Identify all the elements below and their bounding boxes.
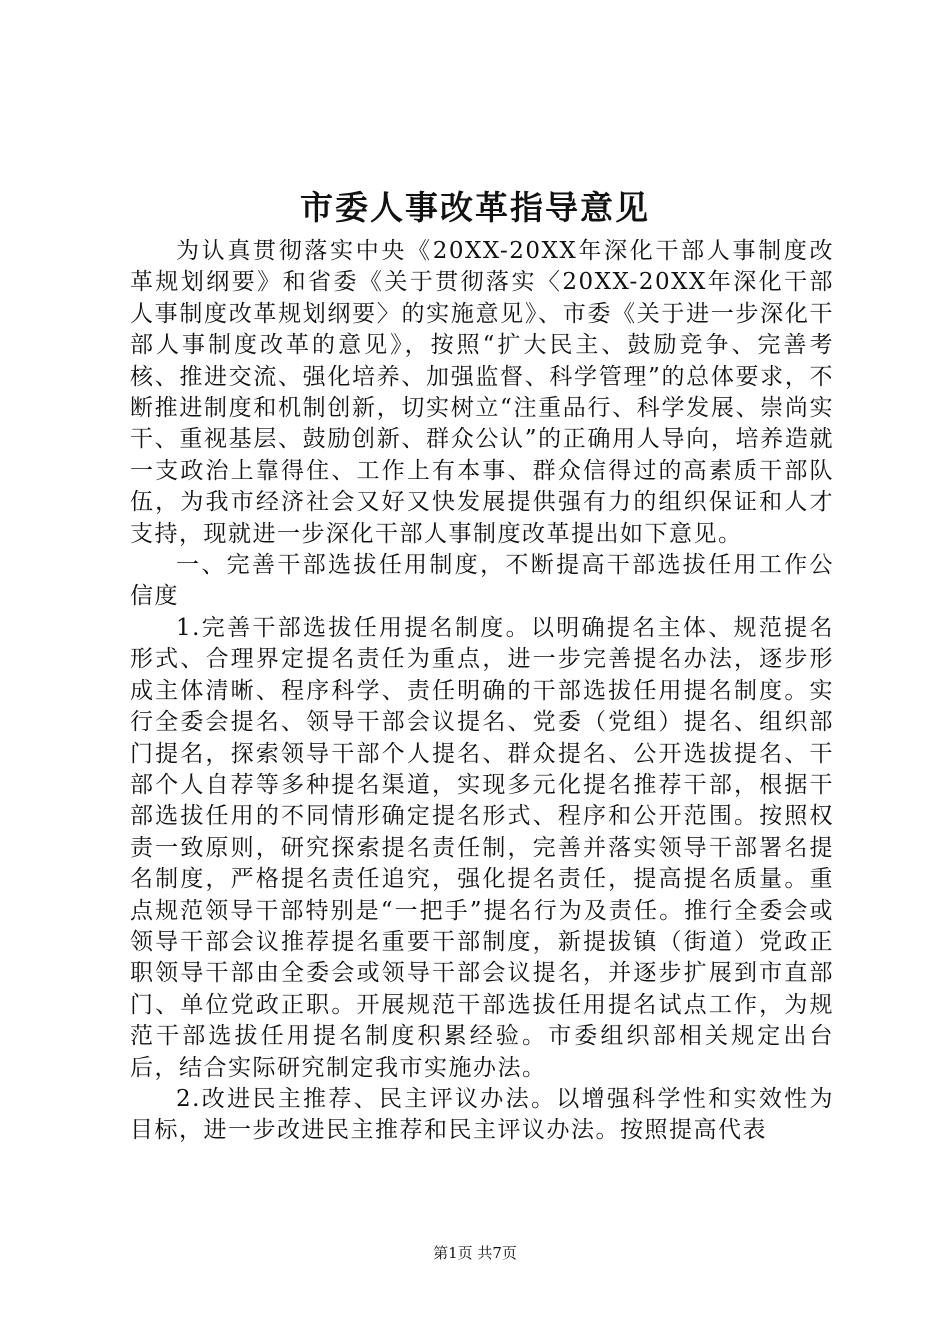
document-title: 市委人事改革指导意见 (300, 188, 650, 227)
paragraph-item-2: 2.改进民主推荐、民主评议办法。以增强科学性和实效性为目标，进一步改进民主推荐和民主评议办法。按照提高代表 (130, 1085, 834, 1144)
intro-paragraph: 为认真贯彻落实中央《20XX-20XX年深化干部人事制度改革规划纲要》和省委《关于贯彻落实〈20XX-20XX年深化干部人事制度改革规划纲要〉的实施意见》、市委《关于进一步深化干部人事制度改革的意见》，按照“扩大民主、鼓励竞争、完善考核、推进交流、强化培养、加强监督、科学管理”的总体要求，不断推进制度和机制创新，切实树立“注重品行、科学发展、崇尚实干、重视基层、鼓励创新、群众公认”的正确用人导向，培养造就一支政治上靠得住、工作上有本事、群众信得过的高素质干部队伍，为我市经济社会又好又快发展提供强有力的组织保证和人才支持，现就进一步深化干部人事制度改革提出如下意见。 (130, 238, 834, 547)
section-heading-1: 一、完善干部选拔任用制度，不断提高干部选拔任用工作公信度 (130, 552, 834, 610)
page-number-footer: 第1页 共7页 (433, 1244, 517, 1262)
document-body (130, 236, 834, 1147)
paragraph-item-1: 1.完善干部选拔任用提名制度。以明确提名主体、规范提名形式、合理界定提名责任为重点，进一步完善提名办法，逐步形成主体清晰、程序科学、责任明确的干部选拔任用提名制度。实行全委会提名、领导干部会议提名、党委（党组）提名、组织部门提名，探索领导干部个人提名、群众提名、公开选拔提名、干部个人自荐等多种提名渠道，实现多元化提名推荐干部，根据干部选拔任用的不同情形确定提名形式、程序和公开范围。按照权责一致原则，研究探索提名责任制，完善并落实领导干部署名提名制度，严格提名责任追究，强化提名责任，提高提名质量。重点规范领导干部特别是“一把手”提名行为及责任。推行全委会或领导干部会议推荐提名重要干部制度，新提拔镇（街道）党政正职领导干部由全委会或领导干部会议提名，并逐步扩展到市直部门、单位党政正职。开展规范干部选拔任用提名试点工作，为规范干部选拔任用提名制度积累经验。市委组织部相关规定出台后，结合实际研究制定我市实施办法。 (130, 614, 834, 1081)
